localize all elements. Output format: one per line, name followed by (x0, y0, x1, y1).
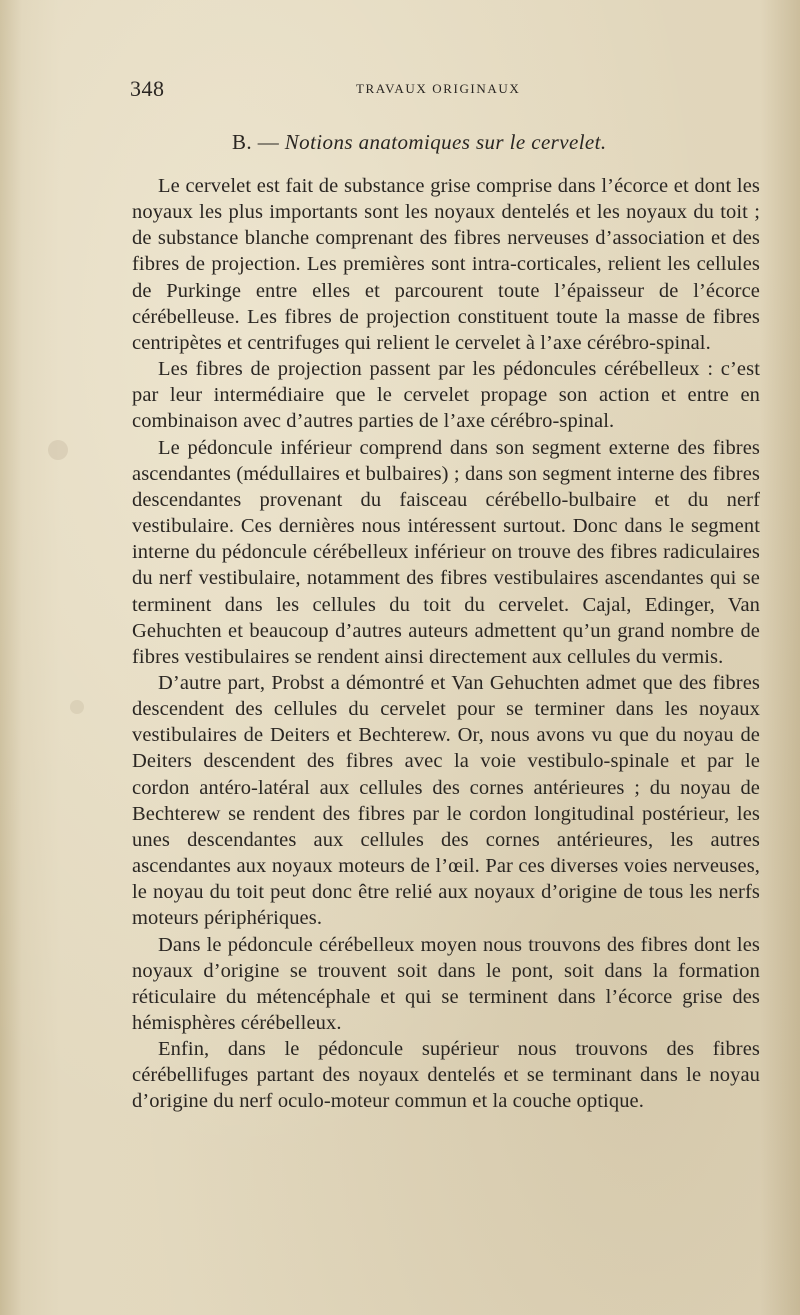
paper-stain (70, 700, 84, 714)
paragraph: D’autre part, Probst a démontré et Van Gehuchten admet que des fibres descendent des cellules du cervelet pour se terminer dans les noyaux vestibulaires de Deiters et Bechterew. Or, nous avons vu que du noyau de Deiters descendent des fibres avec la voie vestibulo-spinale et par le cordon antéro-latéral aux cellules des cornes antérieures ; du noyau de Bechterew se rendent des fibres par le cordon longitudinal postérieur, les unes descendantes aux cellules des cornes antérieures, les autres ascendantes aux noyaux moteurs de l’œil. Par ces diverses voies nerveuses, le noyau du toit peut donc être relié aux noyaux d’origine de tous les nerfs moteurs périphériques. (132, 671, 760, 930)
paragraph: Le cervelet est fait de substance grise comprise dans l’écorce et dont les noyaux les plus importants sont les noyaux dentelés et les noyaux du toit ; de substance blanche comprenant des fibres nerveuses d’association et des fibres de projection. Les premières sont intra-corticales, relient les cellules de Purkinge entre elles et parcourent toute l’épaisseur de l’écorce cérébelleuse. Les fibres de projection constituent toute la masse de fibres centripètes et centrifuges qui relient le cervelet à l’axe cérébro-spinal. (132, 175, 760, 354)
section-heading-lead: B. — (232, 130, 285, 154)
page-number: 348 (130, 76, 165, 101)
running-title: TRAVAUX ORIGINAUX (356, 81, 521, 96)
paragraph: Le pédoncule inférieur comprend dans son segment externe des fibres ascendantes (médullaires et bulbaires) ; dans son segment interne des fibres descendantes provenant du faisceau cérébello-bulbaire et du nerf vestibulaire. Ces dernières nous intéressent surtout. Donc dans le segment interne du pédoncule cérébelleux inférieur on trouve des fibres radiculaires du nerf vestibulaire, notamment des fibres vestibulaires ascendantes qui se terminent dans les cellules du toit du cervelet. Cajal, Edinger, Van Gehuchten et beaucoup d’autres auteurs admettent qu’un grand nombre de fibres vestibulaires se rendent ainsi directement aux cellules du vermis. (132, 436, 760, 668)
body-text (132, 173, 760, 1115)
paragraph: Les fibres de projection passent par les pédoncules cérébelleux : c’est par leur intermédiaire que le cervelet propage son action et entre en combinaison avec d’autres parties de l’axe cérébro-spinal. (132, 358, 760, 433)
section-heading (232, 130, 607, 155)
section-heading-title: Notions anatomiques sur le cervelet. (284, 130, 607, 154)
paragraph: Enfin, dans le pédoncule supérieur nous trouvons des fibres cérébellifuges partant des noyaux dentelés et se terminant dans le noyau d’origine du nerf oculo-moteur commun et la couche optique. (132, 1038, 760, 1113)
page-header (130, 76, 760, 104)
paragraph: Dans le pédoncule cérébelleux moyen nous trouvons des fibres dont les noyaux d’origine se trouvent soit dans le pont, soit dans la formation réticulaire du métencéphale et qui se terminent dans l’écorce grise des hémisphères cérébelleux. (132, 933, 760, 1034)
paper-stain (48, 440, 68, 460)
